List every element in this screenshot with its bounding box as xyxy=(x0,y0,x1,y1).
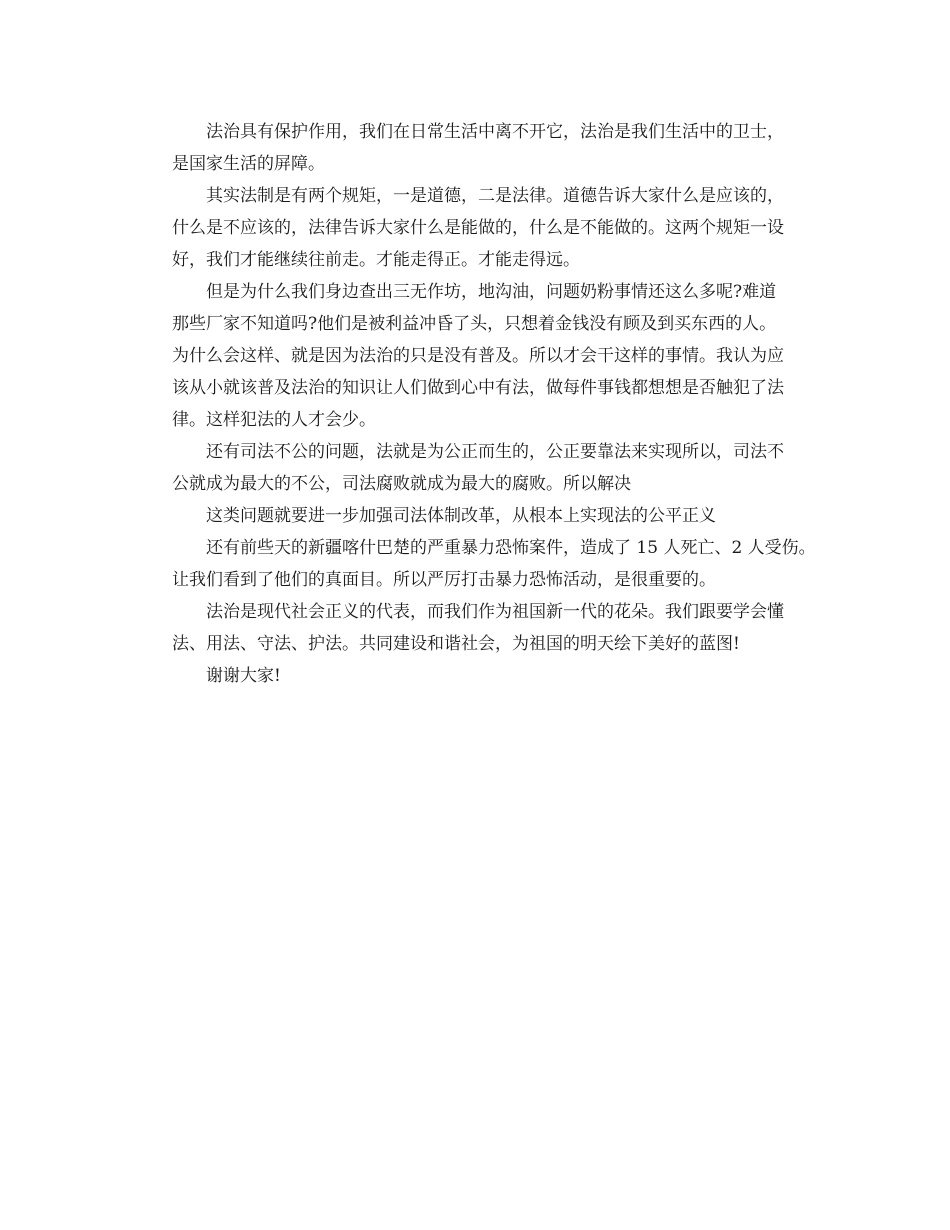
text-line: 好，我们才能继续往前走。才能走得正。才能走得远。 xyxy=(172,250,580,270)
text-line: 但是为什么我们身边查出三无作坊，地沟油，问题奶粉事情还这么多呢?难道 xyxy=(206,282,777,302)
text-line: 什么是不应该的，法律告诉大家什么是能做的，什么是不能做的。这两个规矩一设 xyxy=(172,218,784,238)
text-line: 让我们看到了他们的真面目。所以严厉打击暴力恐怖活动，是很重要的。 xyxy=(172,570,716,590)
text-line: 法治具有保护作用，我们在日常生活中离不开它，法治是我们生活中的卫士， xyxy=(206,122,784,142)
paragraph-2 xyxy=(138,180,823,276)
text-line: 律。这样犯法的人才会少。 xyxy=(172,410,376,430)
paragraph-3 xyxy=(138,276,823,436)
text-line: 是国家生活的屏障。 xyxy=(172,154,325,174)
text-line: 还有司法不公的问题，法就是为公正而生的，公正要靠法来实现所以，司法不 xyxy=(206,442,784,462)
paragraph-1 xyxy=(138,116,823,180)
text-line: 法治是现代社会正义的代表，而我们作为祖国新一代的花朵。我们跟要学会懂 xyxy=(206,602,784,622)
closing-line xyxy=(138,660,823,692)
text-line: 谢谢大家! xyxy=(206,666,281,686)
text-line: 其实法制是有两个规矩，一是道德，二是法律。道德告诉大家什么是应该的， xyxy=(206,186,784,206)
text-line: 这类问题就要进一步加强司法体制改革，从根本上实现法的公平正义 xyxy=(206,506,716,526)
paragraph-7 xyxy=(138,596,823,660)
document-body xyxy=(138,116,823,692)
text-line: 法、用法、守法、护法。共同建设和谐社会，为祖国的明天绘下美好的蓝图! xyxy=(172,634,740,654)
text-line: 该从小就该普及法治的知识让人们做到心中有法，做每件事钱都想想是否触犯了法 xyxy=(172,378,784,398)
paragraph-4 xyxy=(138,436,823,500)
text-line: 还有前些天的新疆喀什巴楚的严重暴力恐怖案件，造成了 15 人死亡、2 人受伤。 xyxy=(206,538,816,558)
paragraph-6 xyxy=(138,532,823,596)
text-line: 为什么会这样、就是因为法治的只是没有普及。所以才会干这样的事情。我认为应 xyxy=(172,346,784,366)
text-line: 公就成为最大的不公，司法腐败就成为最大的腐败。所以解决 xyxy=(172,474,631,494)
paragraph-5 xyxy=(138,500,823,532)
text-line: 那些厂家不知道吗?他们是被利益冲昏了头，只想着金钱没有顾及到买东西的人。 xyxy=(172,314,777,334)
